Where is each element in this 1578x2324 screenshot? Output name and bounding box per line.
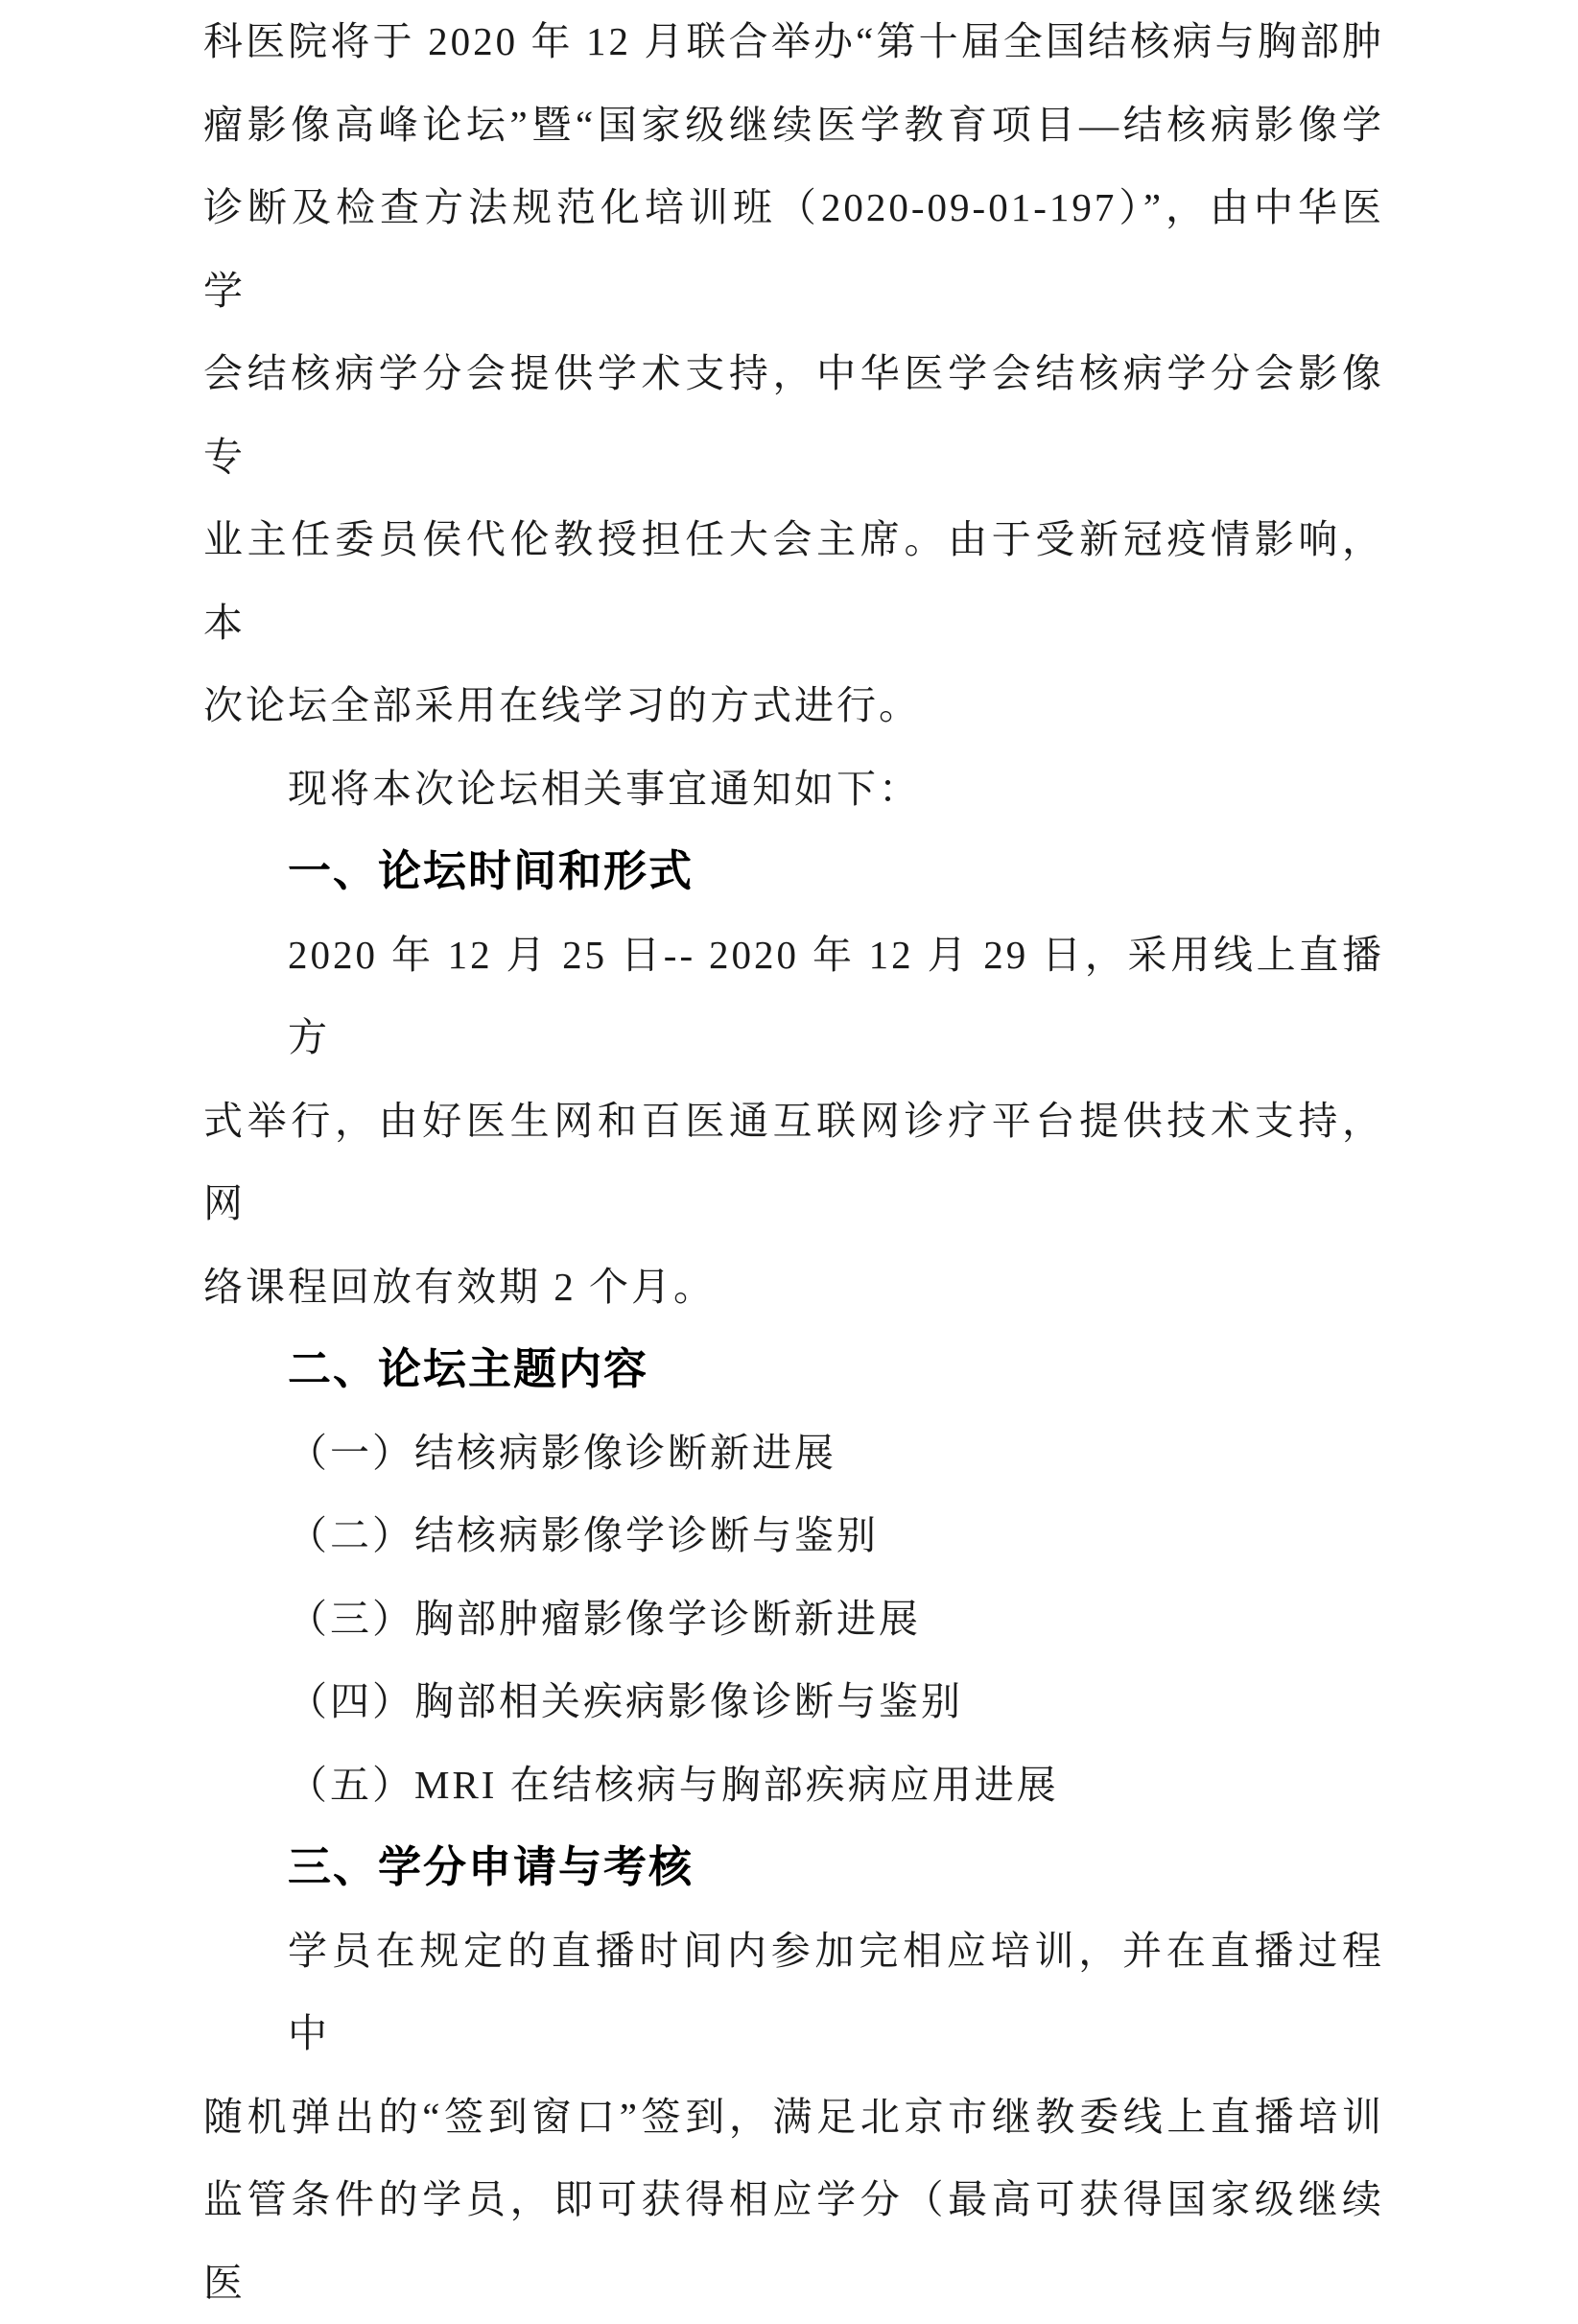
body-line: 科医院将于 2020 年 12 月联合举办“第十届全国结核病与胸部肿: [203, 19, 1384, 63]
list-item-2: （二）结核病影像学诊断与鉴别: [288, 1513, 879, 1557]
list-item-4: （四）胸部相关疾病影像诊断与鉴别: [288, 1679, 963, 1723]
list-item-5: （五）MRI 在结核病与胸部疾病应用进展: [288, 1762, 1059, 1807]
list-item-3: （三）胸部肿瘤影像学诊断新进展: [288, 1596, 921, 1641]
body-line: 络课程回放有效期 2 个月。: [203, 1264, 716, 1309]
body-line: 监管条件的学员，即可获得相应学分（最高可获得国家级继续医: [203, 2177, 1384, 2305]
paragraph-start-line: 现将本次论坛相关事宜通知如下：: [288, 766, 921, 811]
paragraph-start-line: 2020 年 12 月 25 日-- 2020 年 12 月 29 日，采用线上直播方: [288, 932, 1384, 1059]
section-heading-3: 三、学分申请与考核: [288, 1842, 695, 1891]
body-line: 诊断及检查方法规范化培训班（2020-09-01-197）”，由中华医学: [203, 185, 1384, 313]
body-line: 随机弹出的“签到窗口”签到，满足北京市继教委线上直播培训: [203, 2094, 1384, 2139]
section-heading-2: 二、论坛主题内容: [288, 1344, 649, 1393]
paragraph-start-line: 学员在规定的直播时间内参加完相应培训，并在直播过程中: [288, 1928, 1384, 2055]
body-line: 次论坛全部采用在线学习的方式进行。: [203, 683, 921, 727]
body-line: 瘤影像高峰论坛”暨“国家级继续医学教育项目—结核病影像学: [203, 102, 1384, 147]
list-item-1: （一）结核病影像诊断新进展: [288, 1430, 836, 1475]
body-line: 会结核病学分会提供学术支持，中华医学会结核病学分会影像专: [203, 351, 1384, 479]
body-line: 业主任委员侯代伦教授担任大会主席。由于受新冠疫情影响，本: [203, 517, 1384, 645]
body-line: 式举行，由好医生网和百医通互联网诊疗平台提供技术支持，网: [203, 1098, 1384, 1225]
notice-text-block: [203, 0, 1384, 2324]
section-heading-1: 一、论坛时间和形式: [288, 846, 695, 895]
